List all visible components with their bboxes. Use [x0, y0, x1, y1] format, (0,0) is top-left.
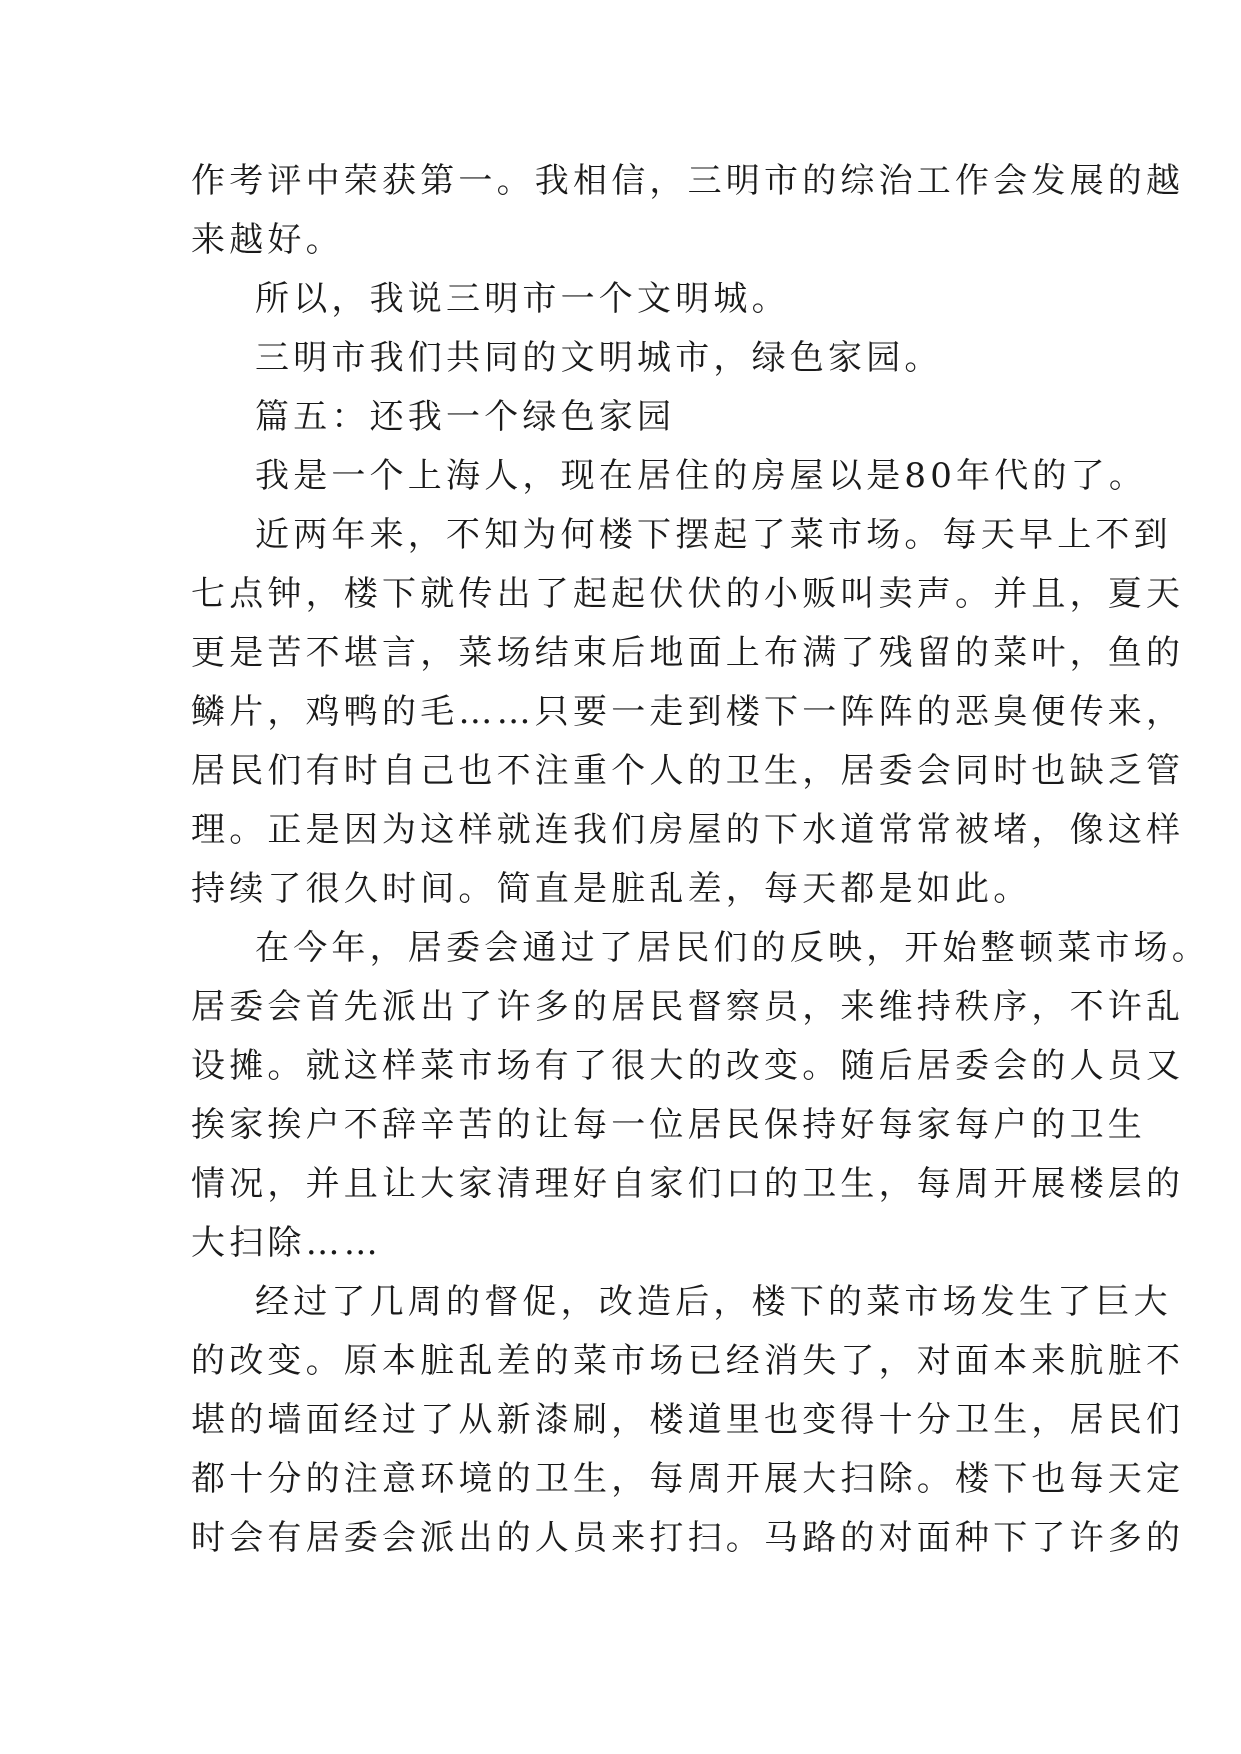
text-line: 大扫除……: [191, 1223, 382, 1263]
document-body: [191, 152, 1210, 1568]
text-line: 居民们有时自己也不注重个人的卫生，居委会同时也缺乏管: [191, 751, 1185, 791]
text-line: 挨家挨户不辞辛苦的让每一位居民保持好每家每户的卫生: [191, 1105, 1146, 1145]
text-line: 居委会首先派出了许多的居民督察员，来维持秩序，不许乱: [191, 987, 1185, 1027]
text-line: 时会有居委会派出的人员来打扫。马路的对面种下了许多的: [191, 1518, 1185, 1558]
text-line: 经过了几周的督促，改造后，楼下的菜市场发生了巨大: [255, 1282, 1172, 1322]
text-line: 持续了很久时间。简直是脏乱差，每天都是如此。: [191, 869, 1032, 909]
text-line: 来越好。: [191, 220, 344, 260]
text-line: 更是苦不堪言，菜场结束后地面上布满了残留的菜叶，鱼的: [191, 633, 1185, 673]
text-line: 七点钟，楼下就传出了起起伏伏的小贩叫卖声。并且，夏天: [191, 574, 1185, 614]
text-line: 三明市我们共同的文明城市，绿色家园。: [255, 338, 943, 378]
text-line: 鳞片，鸡鸭的毛……只要一走到楼下一阵阵的恶臭便传来，: [191, 692, 1185, 732]
text-line: 理。正是因为这样就连我们房屋的下水道常常被堵，像这样: [191, 810, 1185, 850]
text-line: 所以，我说三明市一个文明城。: [255, 279, 790, 319]
text-line: 近两年来，不知为何楼下摆起了菜市场。每天早上不到: [255, 515, 1172, 555]
text-line: 情况，并且让大家清理好自家们口的卫生，每周开展楼层的: [191, 1164, 1185, 1204]
text-line: 作考评中荣获第一。我相信，三明市的综治工作会发展的越: [191, 161, 1185, 201]
text-line: 的改变。原本脏乱差的菜市场已经消失了，对面本来肮脏不: [191, 1341, 1185, 1381]
text-line: 堪的墙面经过了从新漆刷，楼道里也变得十分卫生，居民们: [191, 1400, 1185, 1440]
text-line: 都十分的注意环境的卫生，每周开展大扫除。楼下也每天定: [191, 1459, 1185, 1499]
text-line: 在今年，居委会通过了居民们的反映，开始整顿菜市场。: [255, 928, 1210, 968]
text-line: 我是一个上海人，现在居住的房屋以是80年代的了。: [255, 456, 1148, 496]
section-heading: 篇五：还我一个绿色家园: [255, 397, 676, 437]
text-line: 设摊。就这样菜市场有了很大的改变。随后居委会的人员又: [191, 1046, 1185, 1086]
